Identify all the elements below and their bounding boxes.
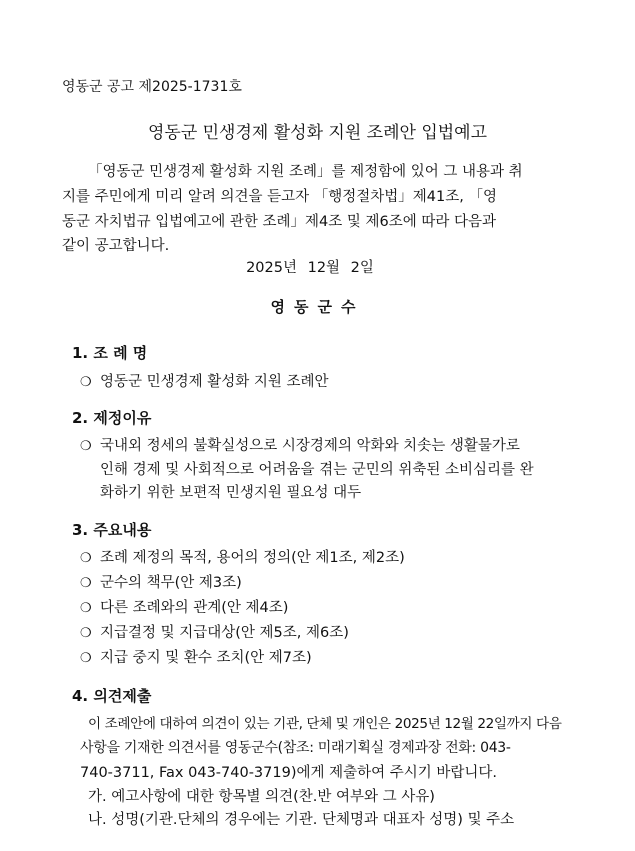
section-heading: 3. 주요내용 xyxy=(72,521,152,539)
issuer-name: 영동군수 xyxy=(270,298,365,316)
section-heading: 4. 의견제출 xyxy=(72,687,152,705)
intro-line: 같이 공고합니다. xyxy=(62,238,170,254)
bullet-text: 지급 중지 및 환수 조치(안 제7조) xyxy=(100,650,312,666)
opinion-line: 사항을 기재한 의견서를 영동군수(참조: 미래기획실 경제과장 전화: 043- xyxy=(80,740,511,756)
notice-title: 영동군 민생경제 활성화 지원 조례안 입법예고 xyxy=(147,123,488,143)
opinion-line: 나. 성명(기관.단체의 경우에는 기관. 단체명과 대표자 성명) 및 주소 xyxy=(88,812,515,828)
bullet-text: 군수의 책무(안 제3조) xyxy=(100,575,242,591)
bullet-icon: ❍ xyxy=(80,626,92,641)
bullet-text: 국내외 정세의 불확실성으로 시장경제의 악화와 치솟는 생활물가로 xyxy=(100,438,520,454)
bullet-icon: ❍ xyxy=(80,439,92,454)
bullet-icon: ❍ xyxy=(80,551,92,566)
bullet-icon: ❍ xyxy=(80,375,92,390)
intro-line: 지를 주민에게 미리 알려 의견을 듣고자 「행정절차법」제41조, 「영 xyxy=(62,189,497,205)
opinion-line: 740-3711, Fax 043-740-3719)에게 제출하여 주시기 바랍니다. xyxy=(80,765,498,781)
bullet-item xyxy=(80,370,329,391)
bullet-item xyxy=(80,434,520,455)
intro-line: 동군 자치법규 입법예고에 관한 조례」제4조 및 제6조에 따라 다음과 xyxy=(62,214,497,230)
bullet-item xyxy=(80,646,312,667)
opinion-line: 가. 예고사항에 대한 항목별 의견(찬.반 여부와 그 사유) xyxy=(88,789,435,805)
opinion-line: 이 조례안에 대하여 의견이 있는 기관, 단체 및 개인은 2025년 12월 22일까지 다음 xyxy=(88,716,562,732)
bullet-item xyxy=(80,596,288,617)
bullet-icon: ❍ xyxy=(80,601,92,616)
bullet-item xyxy=(80,621,349,642)
bullet-item xyxy=(80,571,242,592)
bullet-continuation: 화하기 위한 보편적 민생지원 필요성 대두 xyxy=(100,485,362,501)
section-heading: 1. 조 례 명 xyxy=(72,344,148,362)
bullet-text: 다른 조례와의 관계(안 제4조) xyxy=(100,600,289,616)
bullet-text: 지급결정 및 지급대상(안 제5조, 제6조) xyxy=(100,625,349,641)
bullet-text: 조례 제정의 목적, 용어의 정의(안 제1조, 제2조) xyxy=(100,550,405,566)
bullet-continuation: 인해 경제 및 사회적으로 어려움을 겪는 군민의 위축된 소비심리를 완 xyxy=(100,462,534,478)
notice-number: 영동군 공고 제2025-1731호 xyxy=(62,79,242,95)
intro-line: 「영동군 민생경제 활성화 지원 조례」를 제정함에 있어 그 내용과 취 xyxy=(88,164,523,180)
section-heading: 2. 제정이유 xyxy=(72,409,152,427)
bullet-icon: ❍ xyxy=(80,576,92,591)
bullet-item xyxy=(80,546,405,567)
bullet-text: 영동군 민생경제 활성화 지원 조례안 xyxy=(100,374,329,390)
notice-date: 2025년 12월 2일 xyxy=(246,260,374,276)
bullet-icon: ❍ xyxy=(80,651,92,666)
